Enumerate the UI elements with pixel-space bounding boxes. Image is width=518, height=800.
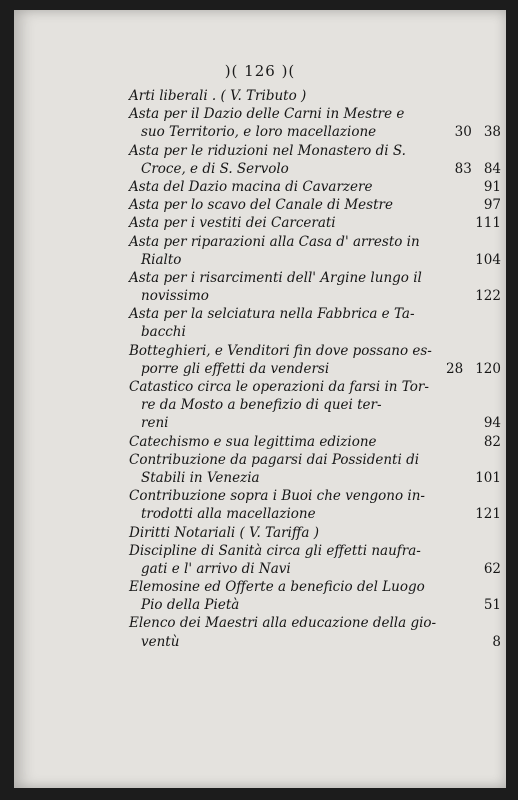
page-reference: 122 (475, 288, 501, 305)
page-reference: 84 (483, 160, 501, 177)
index-entry (129, 87, 501, 105)
page-reference: 82 (483, 433, 501, 450)
entry-text-line: Asta per riparazioni alla Casa d' arresto in (129, 233, 420, 250)
entry-text-line: Rialto (141, 251, 182, 268)
entry-text-line: Asta per il Dazio delle Carni in Mestre e (129, 106, 405, 123)
entry-text-line: Catastico circa le operazioni da farsi in Tor- (129, 379, 429, 395)
entry-page-numbers (434, 360, 501, 378)
entry-text-line: Elenco dei Maestri alla educazione della gio- (129, 615, 437, 632)
page-reference: 8 (492, 633, 501, 650)
index-entry (129, 487, 501, 523)
index-entry (129, 524, 501, 542)
entry-text-line: novissimo (141, 288, 209, 305)
entry-page-numbers (472, 414, 501, 432)
entry-page-numbers (472, 196, 501, 214)
index-entry (129, 142, 501, 178)
index-entry (129, 378, 501, 433)
entry-text-line: Stabili in Venezia (141, 469, 260, 486)
page-reference: 30 (454, 124, 472, 141)
page-reference: 94 (483, 415, 501, 432)
entry-text-line: Contribuzione da pagarsi dai Possidenti di (129, 451, 420, 468)
page-reference: 62 (483, 560, 501, 577)
page-reference: 91 (483, 178, 501, 195)
entry-page-numbers (472, 433, 501, 451)
entry-text-line: Asta per le riduzioni nel Monastero di S. (129, 142, 406, 159)
page-reference: 97 (483, 197, 501, 214)
entry-text-line: reni (141, 415, 169, 432)
page-reference: 121 (475, 506, 501, 523)
page-reference: 120 (475, 360, 501, 377)
entry-text-line: ventù (141, 633, 180, 650)
entry-text-line: porre gli effetti da vendersi (141, 360, 330, 377)
page-reference: 51 (483, 597, 501, 614)
entry-text-line: Discipline di Sanità circa gli effetti naufra- (129, 542, 421, 559)
page-reference: 111 (475, 215, 501, 232)
index-entry (129, 342, 501, 378)
index-entry (129, 614, 501, 650)
index-entry (129, 305, 501, 341)
index-entry (129, 105, 501, 141)
entry-page-numbers (443, 123, 501, 141)
page-reference: 83 (454, 160, 472, 177)
entry-text-line: Asta per lo scavo del Canale di Mestre (129, 197, 393, 214)
book-page (14, 10, 506, 788)
index-entry (129, 451, 501, 487)
entry-text-line: Asta per i risarcimenti dell' Argine lungo il (129, 269, 422, 286)
index-entry (129, 542, 501, 578)
entry-page-numbers (463, 505, 501, 523)
entry-page-numbers (472, 178, 501, 196)
page-reference: 104 (475, 251, 501, 268)
index-entry (129, 233, 501, 269)
index-entry (129, 578, 501, 614)
entry-page-numbers (463, 469, 501, 487)
index-entry (129, 196, 501, 214)
entry-text-line: gati e l' arrivo di Navi (141, 560, 291, 577)
index-list (129, 87, 501, 651)
entry-page-numbers (463, 214, 501, 232)
entry-text-line: trodotti alla macellazione (141, 506, 316, 523)
entry-text-line: Botteghieri, e Venditori fin dove possano es- (129, 342, 432, 359)
entry-page-numbers (463, 287, 501, 305)
entry-text-line: Contribuzione sopra i Buoi che vengono in- (129, 488, 425, 505)
entry-text-line: Asta del Dazio macina di Cavarzere (129, 178, 373, 195)
entry-page-numbers (472, 596, 501, 614)
page-reference: 101 (475, 469, 501, 486)
index-entry (129, 433, 501, 451)
entry-page-numbers (443, 160, 501, 178)
entry-page-numbers (463, 251, 501, 269)
entry-text-line: Elemosine ed Offerte a beneficio del Luogo (129, 579, 425, 596)
entry-page-numbers (472, 560, 501, 578)
page-reference: 38 (483, 124, 501, 141)
entry-text-line: bacchi (141, 324, 186, 341)
entry-page-numbers (480, 633, 501, 651)
index-entry (129, 214, 501, 232)
entry-text-line: Pio della Pietà (141, 597, 240, 614)
entry-text-line: re da Mosto a benefizio di quei ter- (141, 397, 382, 414)
entry-text-line: Diritti Notariali ( V. Tariffa ) (129, 524, 320, 541)
index-entry (129, 269, 501, 305)
entry-text-line: Arti liberali . ( V. Tributo ) (129, 88, 307, 104)
page-reference: 28 (446, 360, 464, 377)
index-entry (129, 178, 501, 196)
entry-text-line: suo Territorio, e loro macellazione (141, 124, 377, 141)
entry-text-line: Asta per la selciatura nella Fabbrica e Ta- (129, 306, 415, 323)
entry-text-line: Croce, e di S. Servolo (141, 160, 289, 177)
entry-text-line: Asta per i vestiti dei Carcerati (129, 215, 336, 232)
entry-text-line: Catechismo e sua legittima edizione (129, 433, 377, 450)
page-number-header: )( 126 )( (224, 62, 296, 80)
